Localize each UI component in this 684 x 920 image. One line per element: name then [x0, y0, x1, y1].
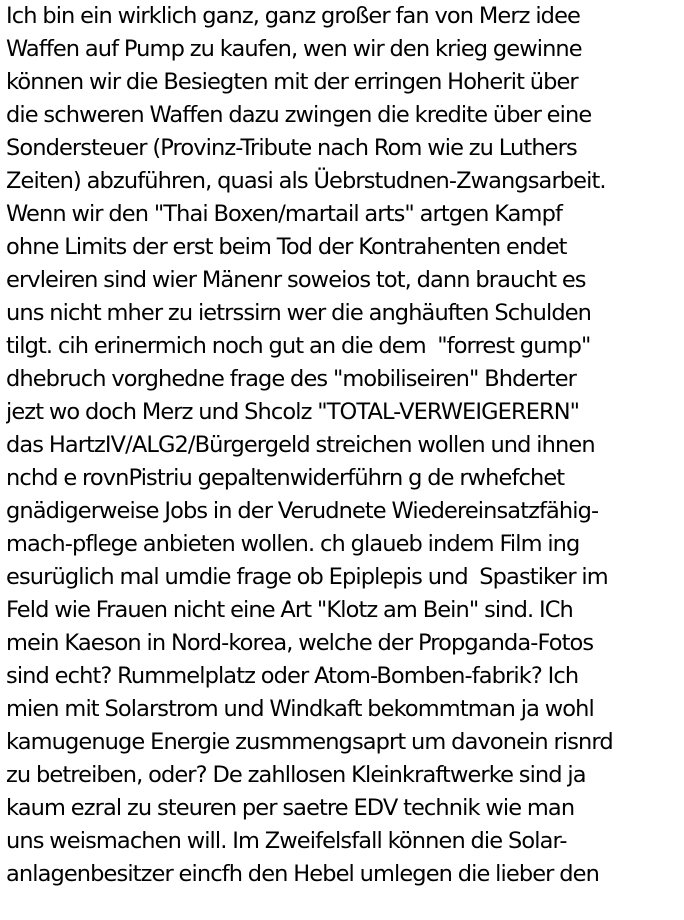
- text-line-25: kaum ezral zu steuren per saetre EDV technik wie man: [6, 795, 575, 821]
- text-line-3: können wir die Besiegten mit der erringen Hoherit über: [6, 69, 578, 95]
- text-line-1: Ich bin ein wirklich ganz, ganz großer fan von Merz idee: [6, 3, 580, 29]
- text-line-9: ervleiren sind wier Mänenr soweios tot, dann braucht es: [6, 267, 586, 293]
- text-line-10: uns nicht mher zu ietrssirn wer die anghäuften Schulden: [6, 300, 592, 326]
- text-line-13: jezt wo doch Merz und Shcolz "TOTAL-VERWEIGERERN": [6, 399, 580, 425]
- text-line-19: Feld wie Frauen nicht eine Art "Klotz am Bein" sind. ICh: [6, 597, 573, 623]
- text-line-22: mien mit Solarstrom und Windkaft bekommtman ja wohl: [6, 696, 594, 722]
- text-line-16: gnädigerweise Jobs in der Verudnete Wiedereinsatzfähig-: [6, 498, 599, 524]
- text-line-12: dhebruch vorghedne frage des "mobiliseiren" Bhderter: [6, 366, 576, 392]
- text-line-17: mach-pflege anbieten wollen. ch glaueb indem Film ing: [6, 531, 580, 557]
- text-line-11: tilgt. cih erinermich noch gut an die dem "forrest gump": [6, 333, 591, 359]
- text-line-18: esurüglich mal umdie frage ob Epiplepis und Spastiker im: [6, 564, 608, 590]
- text-line-24: zu betreiben, oder? De zahllosen Kleinkraftwerke sind ja: [6, 762, 586, 788]
- text-line-8: ohne Limits der erst beim Tod der Kontrahenten endet: [6, 234, 567, 260]
- text-line-14: das HartzIV/ALG2/Bürgergeld streichen wollen und ihnen: [6, 432, 595, 458]
- body-text: [6, 0, 684, 891]
- text-line-4: die schweren Waffen dazu zwingen die kredite über eine: [6, 102, 592, 128]
- text-line-7: Wenn wir den "Thai Boxen/martail arts" artgen Kampf: [6, 201, 562, 227]
- text-line-6: Zeiten) abzuführen, quasi als Üebrstudnen-Zwangsarbeit.: [6, 168, 606, 194]
- text-line-20: mein Kaeson in Nord-korea, welche der Propganda-Fotos: [6, 630, 594, 656]
- text-line-23: kamugenuge Energie zusmmengsaprt um davonein risnrd: [6, 729, 613, 755]
- text-line-21: sind echt? Rummelplatz oder Atom-Bomben-fabrik? Ich: [6, 663, 579, 689]
- text-line-5: Sondersteuer (Provinz-Tribute nach Rom wie zu Luthers: [6, 135, 577, 161]
- text-line-15: nchd e rovnPistriu gepaltenwiderführn g de rwhefchet: [6, 465, 565, 491]
- text-line-2: Waffen auf Pump zu kaufen, wen wir den krieg gewinne: [6, 36, 582, 62]
- text-line-26: uns weismachen will. Im Zweifelsfall können die Solar-: [6, 828, 567, 854]
- text-line-27: anlagenbesitzer eincfh den Hebel umlegen die lieber den: [6, 861, 599, 887]
